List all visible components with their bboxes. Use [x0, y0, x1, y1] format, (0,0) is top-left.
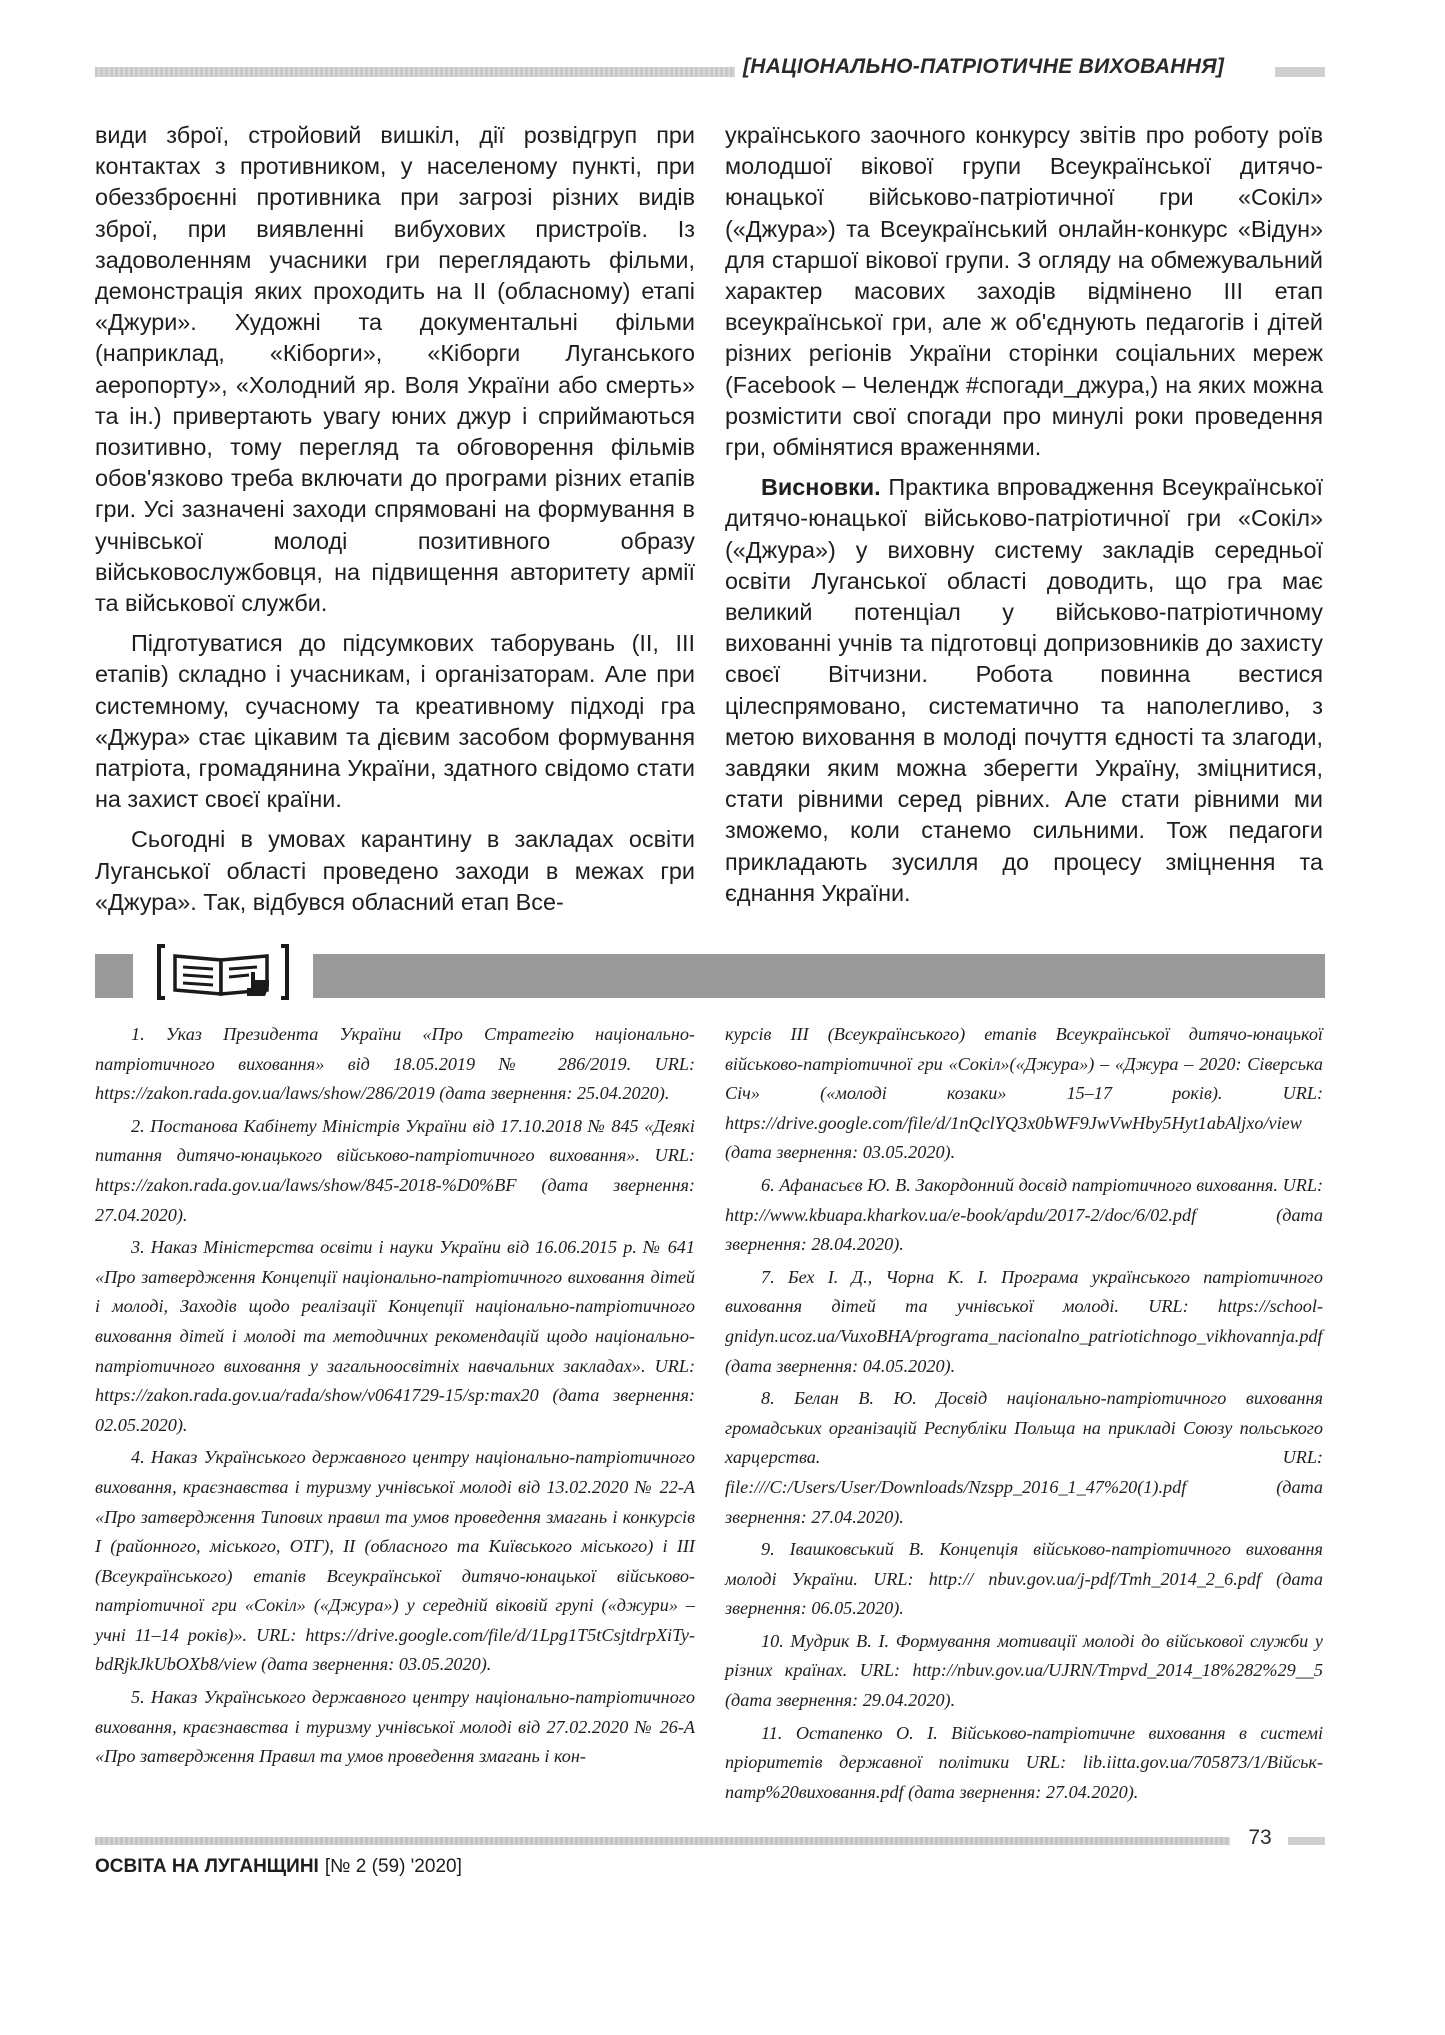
body-column-left	[95, 120, 695, 927]
reference-item: 2. Постанова Кабінету Міністрів України від 17.10.2018 № 845 «Деякі питання дитячо-юнацького військово-патріотичного виховання». URL: https://zakon.rada.gov.ua/laws/show/845-2018-%D0%BF (дата звернення: 27.04.2020).	[95, 1115, 695, 1225]
references-column-left	[95, 1020, 695, 1775]
page-number: 73	[1248, 1826, 1272, 1849]
conclusion-heading: Висновки.	[761, 474, 881, 501]
reference-item: 7. Бех І. Д., Чорна К. І. Програма українського патріотичного виховання дітей та учнівської молоді. URL: https://school-gnidyn.ucoz.ua/VuxoBHA/programa_nacionalno_patriotichnogo_vikhovannja.pdf (дата звернення: 04.05.2020).	[725, 1266, 1323, 1376]
reference-item: 1. Указ Президента України «Про Стратегію національно-патріотичного виховання» від 18.05.2019 № 286/2019. URL: https://zakon.rada.gov.ua/laws/show/286/2019 (дата звернення: 25.04.2020).	[95, 1024, 695, 1104]
reference-item: 4. Наказ Українського державного центру національно-патріотичного виховання, краєзнавства і туризму учнівської молоді від 13.02.2020 № 22-А «Про затвердження Типових правил та умов проведення змагань і конкурсів І (районного, міського, ОТГ), ІІ (обласного та Київського міського) і ІІІ (Всеукраїнського) етапів Всеукраїнської дитячо-юнацької військово-патріотичної гри «Сокіл» («Джура») у середній віковій групі («джури» – учні 11–14 років)». URL: https://drive.google.com/file/d/1Lpg1T5tCsjtdrpXiTy-bdRjkJkUbOXb8/view (дата звернення: 03.05.2020).	[95, 1447, 695, 1675]
body-paragraph: Підготуватися до підсумкових таборувань (ІІ, ІІІ етапів) складно і учасникам, і організаторам. Але при системному, сучасному та креативному підході гра «Джура» стає цікавим та дієвим засобом формування патріота, громадянина України, здатного свідомо стати на захист своєї країни.	[95, 630, 695, 813]
conclusion-text: Практика впровадження Всеукраїнської дитячо-юнацької військово-патріотичної гри «Сокіл» («Джура») у виховну систему закладів середньої освіти Луганської області доводить, що гра має великий потенціал у військово-патріотичному вихованні учнів та підготовці допризовників до захисту своєї Вітчизни. Робота повинна вестися цілеспрямовано, систематично та наполегливо, з метою виховання в молоді почуття єдності та злагоди, завдяки яким можна зберегти Україну, зміцнитися, стати рівними серед рівних. Але стати рівними ми зможемо, коли станемо сильними. Тож педагоги прикладають зусилля до процесу зміцнення та єднання України.	[725, 474, 1323, 906]
reference-item: 10. Мудрик В. І. Формування мотивації молоді до військової служби у різних країнах. URL: http://nbuv.gov.ua/UJRN/Tmpvd_2014_18%282%29__5 (дата звернення: 29.04.2020).	[725, 1630, 1323, 1711]
section-title: [НАЦІОНАЛЬНО-ПАТРІОТИЧНЕ ВИХОВАННЯ]	[743, 55, 1225, 78]
banner-decor-bar	[313, 954, 1325, 998]
reference-item-continuation: курсів ІІІ (Всеукраїнського) етапів Всеукраїнської дитячо-юнацької військово-патріотичної гри «Сокіл»(«Джура») – «Джура – 2020: Сіверська Січ» («молоді козаки» 15–17 років). URL: https://drive.google.com/file/d/1nQclYQ3x0bWF9JwVwHby5Hyt1abAljxo/view (дата звернення: 03.05.2020).	[725, 1024, 1323, 1163]
reference-item: 3. Наказ Міністерства освіти і науки України від 16.06.2015 р. № 641 «Про затвердження Концепції національно-патріотичного виховання дітей і молоді, Заходів щодо реалізації Концепції національно-патріотичного виховання дітей і молоді та методичних рекомендацій щодо національно-патріотичного виховання у загальноосвітніх навчальних закладах». URL: https://zakon.rada.gov.ua/rada/show/v0641729-15/sp:max20 (дата звернення: 02.05.2020).	[95, 1237, 695, 1435]
journal-footer	[95, 1856, 462, 1878]
references-banner	[95, 942, 1325, 1002]
book-pointer-icon	[157, 942, 289, 1002]
banner-decor-block	[95, 954, 133, 998]
body-column-right	[725, 120, 1323, 918]
body-paragraph: види зброї, стройовий вишкіл, дії розвідгруп при контактах з противником, у населеному пункті, при обеззброєнні противника при загрозі різних видів зброї, при виявленні вибухових пристроїв. Із задоволенням учасники гри переглядають фільми, демонстрація яких проходить на ІІ (обласному) етапі «Джури». Художні та документальні фільми (наприклад, «Кіборги», «Кіборги Луганського аеропорту», «Холодний яр. Воля України або смерть» та ін.) привертають увагу юних джур і сприймаються позитивно, тому перегляд та обговорення фільмів обов'язково треба включати до програми різних етапів гри. Усі зазначені заходи спрямовані на формування в учнівської молоді позитивного образу військовослужбовця, на підвищення авторитету армії та військової служби.	[95, 122, 695, 617]
references-column-right	[725, 1020, 1323, 1810]
reference-item: 8. Белан В. Ю. Досвід національно-патріотичного виховання громадських організацій Республіки Польща на прикладі Союзу польського харцерства. URL: file:///C:/Users/User/Downloads/Nzspp_2016_1_47%20(1).pdf (дата звернення: 27.04.2020).	[725, 1388, 1323, 1527]
reference-item: 9. Івашковський В. Концепція військово-патріотичного виховання молоді України. URL: http:// nbuv.gov.ua/j-pdf/Tmh_2014_2_6.pdf (дата звернення: 06.05.2020).	[725, 1539, 1323, 1619]
reference-item: 5. Наказ Українського державного центру національно-патріотичного виховання, краєзнавства і туризму учнівської молоді від 27.02.2020 № 26-А «Про затвердження Правил та умов проведення змагань і кон-	[95, 1687, 695, 1767]
journal-issue: [№ 2 (59) '2020]	[324, 1856, 462, 1877]
conclusion-paragraph	[725, 472, 1323, 909]
footer-decor-bar	[95, 1837, 1230, 1845]
journal-name: ОСВІТА НА ЛУГАНЩИНІ	[95, 1856, 319, 1877]
footer-decor-bar-right	[1288, 1837, 1325, 1845]
header-decor-bar	[95, 67, 735, 77]
page-header	[95, 55, 1325, 87]
reference-item: 11. Остапенко О. І. Військово-патріотичне виховання в системі пріоритетів державної політики URL: lib.iitta.gov.ua/705873/1/Військ-патр%20виховання.pdf (дата звернення: 27.04.2020).	[725, 1722, 1323, 1802]
body-paragraph: Сьогодні в умовах карантину в закладах освіти Луганської області проведено заходи в межах гри «Джура». Так, відбувся обласний етап Все-	[95, 826, 695, 915]
reference-item: 6. Афанасьєв Ю. В. Закордонний досвід патріотичного виховання. URL: http://www.kbuapa.kharkov.ua/e-book/apdu/2017-2/doc/6/02.pdf (дата звернення: 28.04.2020).	[725, 1174, 1323, 1255]
body-paragraph: українського заочного конкурсу звітів про роботу роїв молодшої вікової групи Всеукраїнської дитячо-юнацької військово-патріотичної гри «Сокіл» («Джура») та Всеукраїнський онлайн-конкурс «Відун» для старшої вікової групи. З огляду на обмежувальний характер масових заходів відмінено ІІІ етап всеукраїнської гри, але ж об'єднують педагогів і дітей різних регіонів України сторінки соціальних мереж (Facebook – Челендж #спогади_джура,) на яких можна розмістити свої спогади про минулі роки проведення гри, обмінятися враженнями.	[725, 122, 1323, 461]
header-decor-bar-right	[1275, 67, 1325, 77]
